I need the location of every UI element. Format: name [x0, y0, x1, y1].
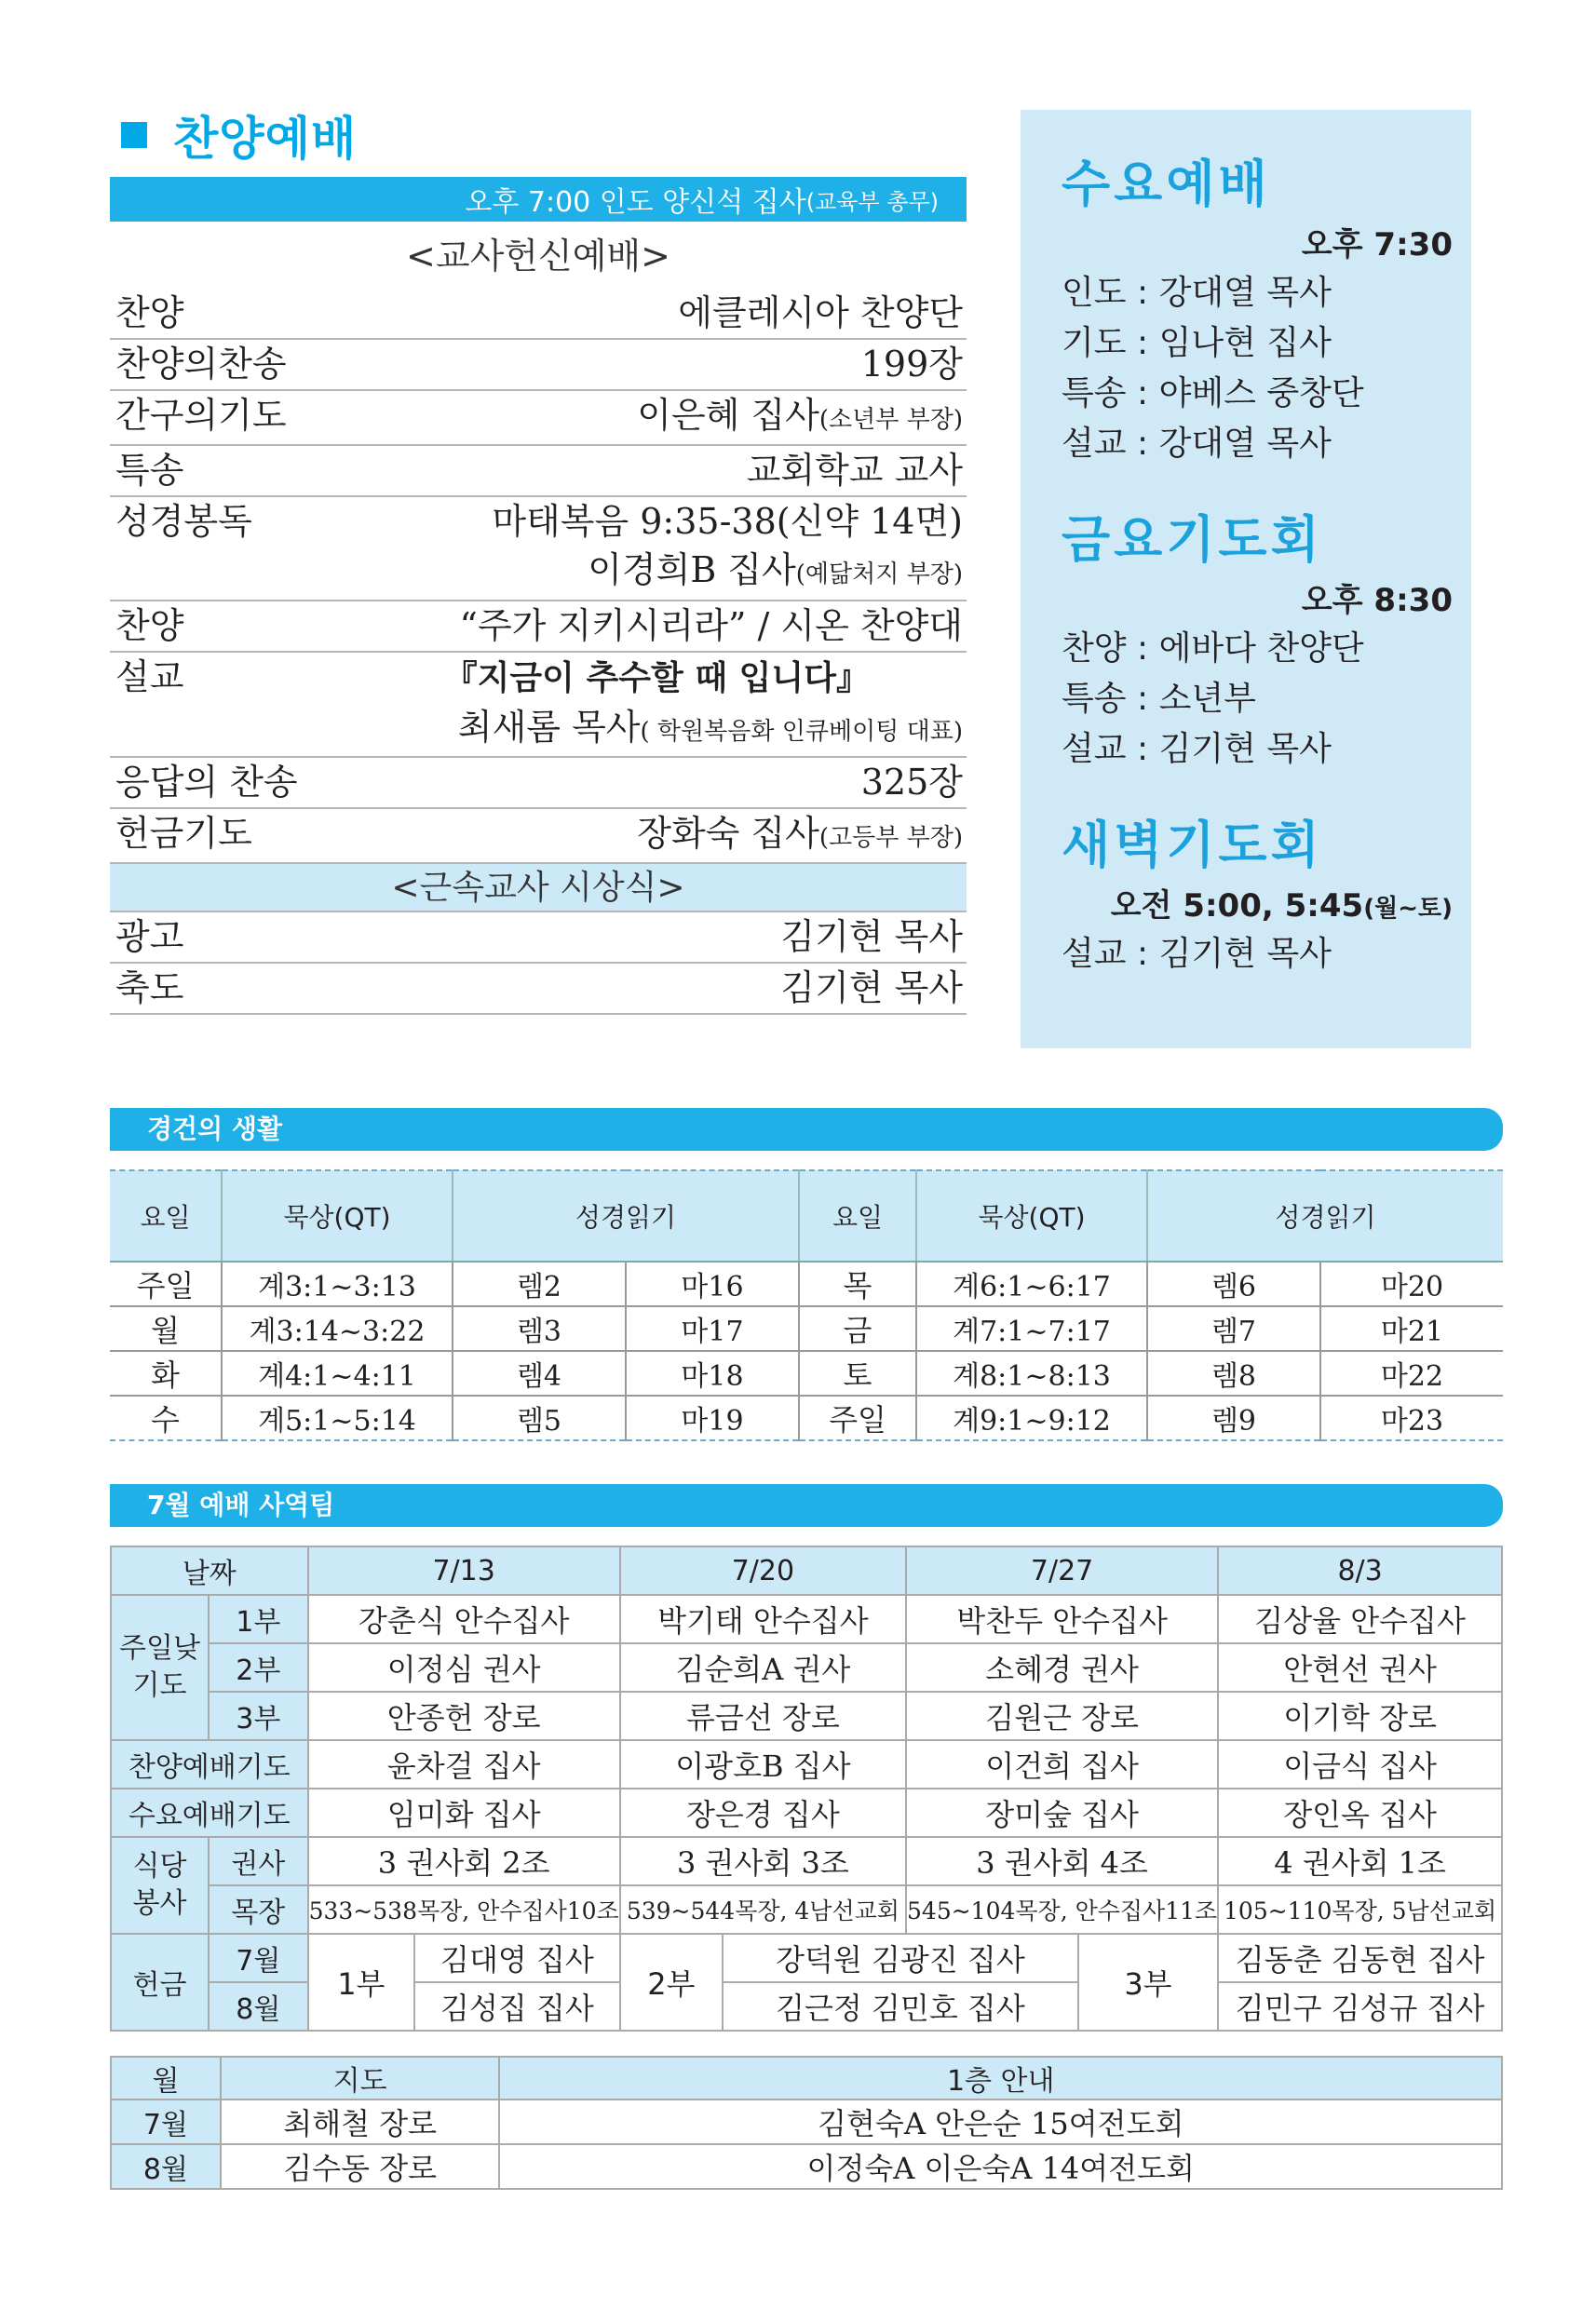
- reading-cell: 렘3: [453, 1306, 626, 1351]
- section-title: 찬양예배: [173, 112, 358, 166]
- order-label: 간구의기도: [115, 395, 287, 436]
- day-cell: 화: [110, 1351, 222, 1396]
- reading-cell: 렘5: [453, 1396, 626, 1440]
- header-qt: 묵상(QT): [916, 1170, 1147, 1262]
- day-cell: 금: [799, 1306, 916, 1351]
- order-label: 찬양: [115, 292, 184, 333]
- qt-cell: 계4:1~4:11: [222, 1351, 453, 1396]
- day-cell: 주일: [110, 1262, 222, 1306]
- name-cell: 류금선 장로: [620, 1692, 906, 1740]
- table-row: [111, 1885, 1502, 1934]
- table-row: [110, 1262, 1503, 1306]
- table-row: [111, 1837, 1502, 1885]
- order-value: 김기현 목사: [780, 916, 963, 957]
- devotion-section-bar: 경건의 생활: [110, 1108, 1503, 1151]
- name-cell: 박찬두 안수집사: [906, 1595, 1218, 1643]
- fri-service-title: 금요기도회: [1062, 510, 1323, 569]
- name-cell: 539~544목장, 4남선교회: [620, 1885, 906, 1934]
- qt-cell: 계5:1~5:14: [222, 1396, 453, 1440]
- name-cell: 안종헌 장로: [308, 1692, 620, 1740]
- name-cell: 김원근 장로: [906, 1692, 1218, 1740]
- name-cell: 강덕원 김광진 집사: [723, 1934, 1078, 1982]
- reading-cell: 렘7: [1147, 1306, 1320, 1351]
- order-row: [110, 289, 967, 340]
- time-bar: [110, 177, 967, 222]
- day-cell: 목: [799, 1262, 916, 1306]
- order-value: 마태복음 9:35-38(신약 14면) 이경희B 집사(예닮처지 부장): [492, 501, 963, 590]
- dawn-item: 설교 : 김기현 목사: [1062, 935, 1332, 973]
- offering-part: 3부: [1078, 1934, 1218, 2031]
- table-row: [111, 2144, 1502, 2189]
- offering-label: 헌금: [111, 1934, 209, 2031]
- name-cell: 장인옥 집사: [1218, 1789, 1502, 1837]
- order-label: 성경봉독: [115, 501, 252, 542]
- order-label: 광고: [115, 916, 184, 957]
- name-cell: 김동춘 김동현 집사: [1218, 1934, 1502, 1982]
- qt-cell: 계6:1~6:17: [916, 1262, 1147, 1306]
- reading-cell: 마23: [1320, 1396, 1503, 1440]
- header-month: 월: [111, 2057, 221, 2100]
- order-label: 응답의 찬송: [115, 762, 298, 803]
- name-cell: 김순희A 권사: [620, 1643, 906, 1692]
- month-label: 7월: [209, 1934, 308, 1982]
- wed-item: 설교 : 강대열 목사: [1062, 425, 1332, 463]
- name-cell: 김대영 집사: [414, 1934, 620, 1982]
- square-bullet-icon: [121, 122, 147, 148]
- qt-cell: 계7:1~7:17: [916, 1306, 1147, 1351]
- date-row: [111, 1546, 1502, 1595]
- name-cell: 윤차걸 집사: [308, 1740, 620, 1789]
- sermon-title: 『지금이 추수할 때 입니다』: [443, 659, 870, 697]
- weekly-services-panel: [1021, 110, 1471, 1048]
- name-cell: 이광호B 집사: [620, 1740, 906, 1789]
- name-cell: 김상율 안수집사: [1218, 1595, 1502, 1643]
- dawn-service-time: 오전 5:00, 5:45(월~토): [1110, 887, 1453, 925]
- reading-cell: 마16: [626, 1262, 799, 1306]
- wed-item: 기도 : 임나현 집사: [1062, 324, 1332, 362]
- order-label: 찬양의찬송: [115, 344, 287, 385]
- time-bar-note: (교육부 총무): [805, 188, 939, 215]
- name-cell: 이금식 집사: [1218, 1740, 1502, 1789]
- date-cell: 7/13: [308, 1546, 620, 1595]
- header-floor: 1층 안내: [499, 2057, 1502, 2100]
- header-reading: 성경읽기: [1147, 1170, 1503, 1262]
- name-cell: 안현선 권사: [1218, 1643, 1502, 1692]
- month-cell: 8월: [111, 2144, 221, 2189]
- order-row: [110, 446, 967, 497]
- part-label: 3부: [209, 1692, 308, 1740]
- name-cell: 545~104목장, 안수집사11조: [906, 1885, 1218, 1934]
- order-row: [110, 964, 967, 1015]
- roster-table: [110, 1546, 1503, 2032]
- order-value: 김기현 목사: [780, 967, 963, 1008]
- order-value: 325장: [860, 762, 963, 803]
- date-cell: 8/3: [1218, 1546, 1502, 1595]
- reading-cell: 마19: [626, 1396, 799, 1440]
- order-label: 축도: [115, 967, 184, 1008]
- guide-table: [110, 2056, 1503, 2190]
- name-cell: 김수동 장로: [221, 2144, 500, 2189]
- name-cell: 최해철 장로: [221, 2100, 500, 2144]
- table-row: [111, 1643, 1502, 1692]
- section-header: [110, 102, 967, 168]
- order-value: 이은혜 집사(소년부 부장): [637, 395, 963, 436]
- month-label: 8월: [209, 1982, 308, 2031]
- name-cell: 강춘식 안수집사: [308, 1595, 620, 1643]
- qt-cell: 계3:1~3:13: [222, 1262, 453, 1306]
- day-cell: 월: [110, 1306, 222, 1351]
- order-value: 『지금이 추수할 때 입니다』 최새롬 목사( 학원복음화 인큐베이팅 대표): [443, 659, 963, 748]
- part-label: 권사: [209, 1837, 308, 1885]
- offering-part: 2부: [620, 1934, 723, 2031]
- name-cell: 김현숙A 안은순 15여전도회: [499, 2100, 1502, 2144]
- name-cell: 3 권사회 3조: [620, 1837, 906, 1885]
- name-cell: 박기태 안수집사: [620, 1595, 906, 1643]
- order-label: 특송: [115, 450, 184, 491]
- header-qt: 묵상(QT): [222, 1170, 453, 1262]
- fri-item: 설교 : 김기현 목사: [1062, 730, 1332, 768]
- name-cell: 105~110목장, 5남선교회: [1218, 1885, 1502, 1934]
- table-row: [111, 1934, 1502, 1982]
- name-cell: 소혜경 권사: [906, 1643, 1218, 1692]
- qt-cell: 계3:14~3:22: [222, 1306, 453, 1351]
- date-cell: 7/27: [906, 1546, 1218, 1595]
- name-cell: 이기학 장로: [1218, 1692, 1502, 1740]
- order-value: 교회학교 교사: [746, 450, 963, 491]
- name-cell: 김성집 집사: [414, 1982, 620, 2031]
- reading-cell: 렘4: [453, 1351, 626, 1396]
- praise-label: 찬양예배기도: [111, 1740, 308, 1789]
- table-row: [111, 1740, 1502, 1789]
- table-row: [111, 2100, 1502, 2144]
- reading-cell: 렘6: [1147, 1262, 1320, 1306]
- order-value: 장화숙 집사(고등부 부장): [637, 813, 963, 854]
- name-cell: 이정숙A 이은숙A 14여전도회: [499, 2144, 1502, 2189]
- order-row: [110, 601, 967, 653]
- fri-item: 찬양 : 에바다 찬양단: [1062, 629, 1364, 668]
- table-row: [111, 1692, 1502, 1740]
- wed-service-title: 수요예배: [1062, 155, 1271, 213]
- order-row: [110, 497, 967, 601]
- table-row: [110, 1396, 1503, 1440]
- order-row-sermon: [110, 653, 967, 758]
- part-label: 1부: [209, 1595, 308, 1643]
- name-cell: 임미화 집사: [308, 1789, 620, 1837]
- order-row: [110, 340, 967, 391]
- table-row: [110, 1306, 1503, 1351]
- ceremony-bar: <근속교사 시상식>: [110, 864, 967, 912]
- order-row: [110, 391, 967, 446]
- reading-cell: 마17: [626, 1306, 799, 1351]
- reading-cell: 렘2: [453, 1262, 626, 1306]
- reading-cell: 마18: [626, 1351, 799, 1396]
- name-cell: 장미숲 집사: [906, 1789, 1218, 1837]
- header-reading: 성경읽기: [453, 1170, 799, 1262]
- part-label: 2부: [209, 1643, 308, 1692]
- sunday-label: 주일낮 기도: [111, 1595, 209, 1740]
- name-cell: 김민구 김성규 집사: [1218, 1982, 1502, 2031]
- order-value: 199장: [860, 344, 963, 385]
- order-label: 헌금기도: [115, 813, 252, 854]
- day-cell: 수: [110, 1396, 222, 1440]
- day-cell: 토: [799, 1351, 916, 1396]
- order-row: [110, 809, 967, 864]
- name-cell: 김근정 김민호 집사: [723, 1982, 1078, 2031]
- header-day: 요일: [110, 1170, 222, 1262]
- wed-item: 특송 : 야베스 중창단: [1062, 374, 1364, 412]
- date-label: 날짜: [111, 1546, 308, 1595]
- table-row: [110, 1351, 1503, 1396]
- time-bar-text: 오후 7:00 인도 양신석 집사: [465, 186, 806, 219]
- guide-header-row: [111, 2057, 1502, 2100]
- reading-cell: 마22: [1320, 1351, 1503, 1396]
- roster-section-bar: 7월 예배 사역팀: [110, 1484, 1503, 1527]
- dawn-service-title: 새벽기도회: [1062, 816, 1323, 874]
- table-row: [111, 1789, 1502, 1837]
- dining-label: 식당 봉사: [111, 1837, 209, 1934]
- order-value: 에클레시아 찬양단: [678, 292, 963, 333]
- date-cell: 7/20: [620, 1546, 906, 1595]
- name-cell: 이건희 집사: [906, 1740, 1218, 1789]
- reading-cell: 렘9: [1147, 1396, 1320, 1440]
- name-cell: 533~538목장, 안수집사10조: [308, 1885, 620, 1934]
- order-row: [110, 758, 967, 809]
- name-cell: 4 권사회 1조: [1218, 1837, 1502, 1885]
- wed-service-time: 오후 7:30: [1301, 226, 1453, 263]
- order-label: 설교: [115, 656, 184, 697]
- name-cell: 장은경 집사: [620, 1789, 906, 1837]
- fri-item: 특송 : 소년부: [1062, 680, 1256, 718]
- name-cell: 이정심 권사: [308, 1643, 620, 1692]
- day-cell: 주일: [799, 1396, 916, 1440]
- reading-cell: 렘8: [1147, 1351, 1320, 1396]
- header-day: 요일: [799, 1170, 916, 1262]
- reading-cell: 마21: [1320, 1306, 1503, 1351]
- offering-part: 1부: [308, 1934, 414, 2031]
- table-row: [111, 1595, 1502, 1643]
- devotion-table: [110, 1169, 1503, 1441]
- month-cell: 7월: [111, 2100, 221, 2144]
- wed-prayer-label: 수요예배기도: [111, 1789, 308, 1837]
- name-cell: 3 권사회 4조: [906, 1837, 1218, 1885]
- name-cell: 3 권사회 2조: [308, 1837, 620, 1885]
- header-guide: 지도: [221, 2057, 500, 2100]
- order-row: [110, 912, 967, 964]
- fri-service-time: 오후 8:30: [1301, 582, 1453, 619]
- qt-cell: 계8:1~8:13: [916, 1351, 1147, 1396]
- service-subtitle: <교사헌신예배>: [406, 236, 670, 277]
- devotion-header-row: [110, 1170, 1503, 1262]
- reading-cell: 마20: [1320, 1262, 1503, 1306]
- order-value: “주가 지키시리라” / 시온 찬양대: [459, 605, 963, 646]
- wed-item: 인도 : 강대열 목사: [1062, 274, 1332, 312]
- order-label: 찬양: [115, 605, 184, 646]
- evening-service-section: [110, 102, 967, 1015]
- qt-cell: 계9:1~9:12: [916, 1396, 1147, 1440]
- part-label: 목장: [209, 1885, 308, 1934]
